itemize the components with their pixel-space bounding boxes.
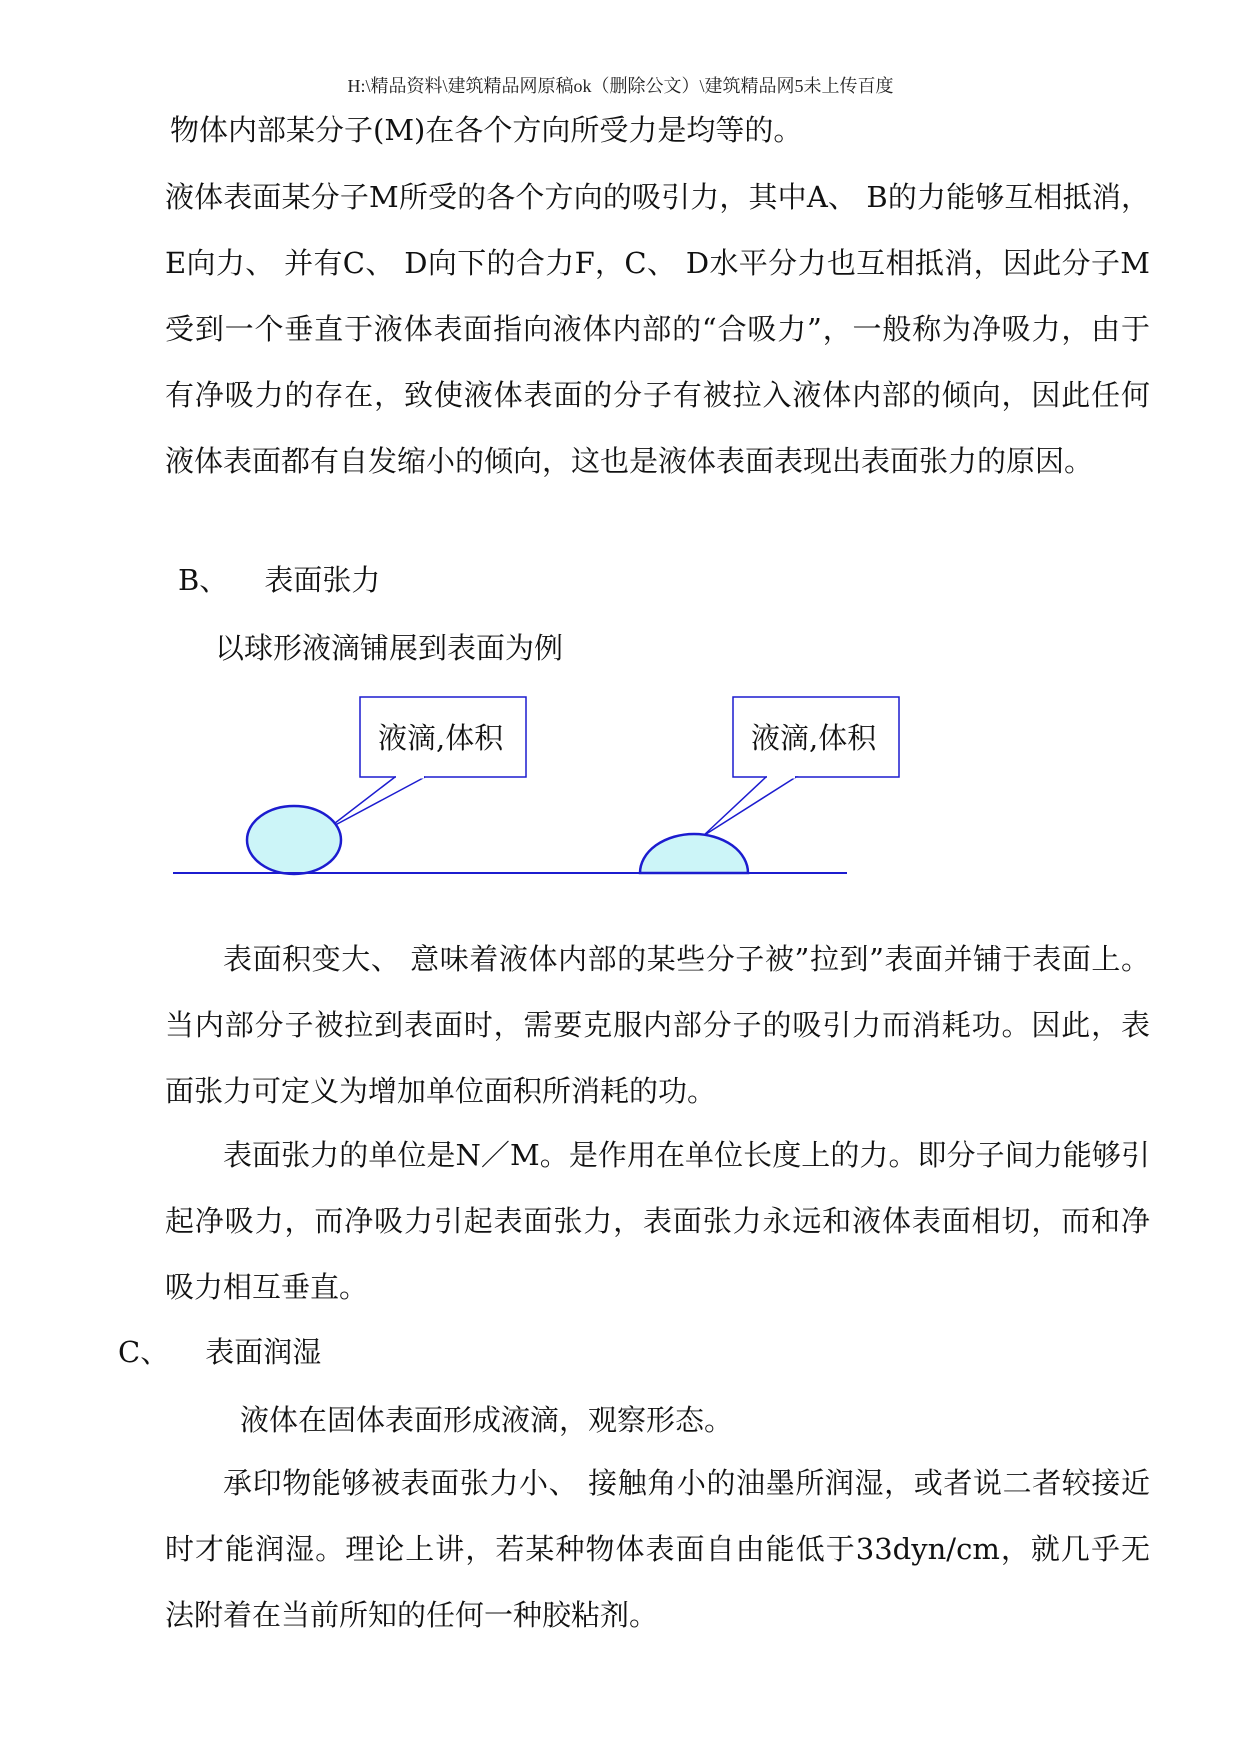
- paragraph-unit: 表面张力的单位是N／M。是作用在单位长度上的力。即分子间力能够引起净吸力，而净吸力引起表面张力，表面张力永远和液体表面相切，而和净吸力相互垂直。: [165, 1138, 1150, 1304]
- example-line: 以球形液滴铺展到表面为例: [215, 631, 564, 665]
- section-c-heading: [118, 1334, 321, 1370]
- callout-pointer-left: [326, 777, 425, 830]
- paragraph-wetting: 承印物能够被表面张力小、 接触角小的油墨所润湿，或者说二者较接近时才能润湿。理论上讲，若某种物体表面自由能低于33dyn/cm，就几乎无法附着在当前所知的任何一种胶粘剂。: [165, 1466, 1150, 1632]
- section-b-marker: B、: [178, 563, 229, 597]
- callout-label-right: 液滴,体积: [751, 721, 877, 755]
- callout-label-left: 液滴,体积: [378, 721, 504, 755]
- intro-line: 物体内部某分子(M)在各个方向所受力是均等的。: [170, 113, 803, 147]
- section-c-title: 表面润湿: [205, 1335, 322, 1369]
- spherical-droplet: [247, 806, 341, 874]
- paragraph-surface-force: 液体表面某分子M所受的各个方向的吸引力，其中A、 B的力能够互相抵消，E向力、 并有C、 D向下的合力F，C、 D水平分力也互相抵消，因此分子M受到一个垂直于液体表面指向液体内部的“合吸力”，一般称为净吸力，由于有净吸力的存在，致使液体表面的分子有被拉入液体内部的倾向，因此任何液体表面都有自发缩小的倾向，这也是液体表面表现出表面张力的原因。: [165, 180, 1150, 478]
- section-c-marker: C、: [118, 1335, 170, 1369]
- wetting-line: 液体在固体表面形成液滴，观察形态。: [240, 1403, 734, 1437]
- paragraph-area: 表面积变大、 意味着液体内部的某些分子被”拉到”表面并铺于表面上。当内部分子被拉到表面时，需要克服内部分子的吸引力而消耗功。因此，表面张力可定义为增加单位面积所消耗的功。: [165, 942, 1150, 1108]
- spread-droplet: [640, 834, 748, 873]
- callout-pointer-right: [703, 777, 796, 836]
- section-b-title: 表面张力: [264, 563, 381, 597]
- page-header-path: H:\精品资料\建筑精品网原稿ok（删除公文）\建筑精品网5未上传百度: [347, 76, 894, 96]
